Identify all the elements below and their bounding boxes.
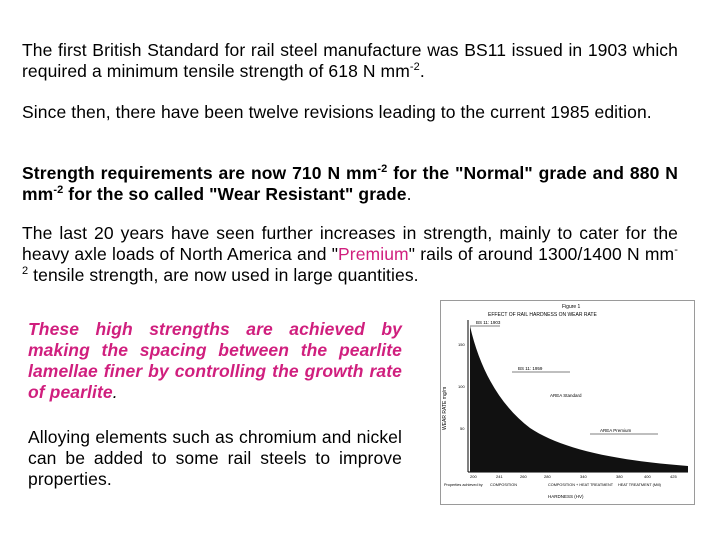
bottom-label: COMPOSITION — [490, 483, 518, 487]
paragraph-revisions — [22, 102, 678, 123]
p1-text: The first British Standard for rail steel manufacture was BS11 issued in 1903 which required a minimum tensile strength of 618 N mm — [22, 40, 678, 81]
p4-text-a: The last 20 years have seen further increases in strength, mainly to cater for the heavy axle loads of North America and " — [22, 223, 678, 264]
p3-exponent-2: -2 — [53, 184, 64, 196]
p1-tail: . — [419, 61, 425, 81]
x-tick: 241 — [496, 474, 503, 479]
x-tick: 340 — [580, 474, 587, 479]
bottom-labels — [444, 483, 662, 487]
wear-rate-figure — [440, 300, 695, 505]
p2-text: Since then, there have been twelve revisions leading to the current 1985 edition. — [22, 102, 652, 122]
x-tick: 400 — [644, 474, 651, 479]
figure-title: EFFECT OF RAIL HARDNESS ON WEAR RATE — [488, 312, 597, 318]
y-tick-50: 50 — [460, 426, 465, 431]
bottom-label: COMPOSITION + HEAT TREATMENT — [548, 483, 614, 487]
x-tick: 200 — [470, 474, 477, 479]
p6-text: Alloying elements such as chromium and nickel can be added to some rail steels to improve properties. — [28, 427, 402, 489]
x-tick: 380 — [616, 474, 623, 479]
figure-label: Figure 1 — [562, 304, 581, 310]
svg-text:BS 11: 1903: BS 11: 1903 — [476, 320, 501, 325]
p5-tail: . — [112, 382, 118, 402]
figure-xlabel: HARDNESS (HV) — [548, 494, 584, 499]
paragraph-bs11-history — [22, 40, 678, 82]
y-tick-150: 150 — [458, 342, 465, 347]
figure-ylabel: WEAR RATE mg/m — [442, 386, 448, 430]
premium-highlight: Premium — [338, 244, 409, 264]
svg-text:AREA Premium: AREA Premium — [600, 428, 632, 433]
p3-text-a: Strength requirements are now 710 N mm — [22, 163, 378, 183]
p3-text-b: for the "Normal" grade and 880 N mm — [22, 163, 678, 204]
y-tick-100: 100 — [458, 384, 465, 389]
p4-text-b: " rails of around 1300/1400 N mm — [408, 244, 675, 264]
x-tick: 425 — [670, 474, 677, 479]
bottom-label: Properties achieved by — [444, 483, 483, 487]
annotation-area-standard — [550, 393, 582, 398]
p1-exponent: -2 — [409, 61, 420, 73]
x-tick: 260 — [520, 474, 527, 479]
p3-exponent-1: -2 — [377, 163, 388, 175]
p4-text-c: tensile strength, are now used in large quantities. — [28, 265, 419, 285]
bottom-label: HEAT TREATMENT (Mill) — [618, 483, 661, 487]
svg-text:AREA Standard: AREA Standard — [550, 393, 582, 398]
paragraph-recent-increases — [22, 223, 678, 286]
svg-text:BS 11: 1959: BS 11: 1959 — [518, 366, 543, 371]
paragraph-alloying — [28, 427, 402, 490]
p3-tail: . — [406, 184, 412, 204]
p4-exponent: -2 — [22, 244, 678, 277]
p3-text-c: for the so called "Wear Resistant" grade — [63, 184, 407, 204]
paragraph-strength-requirements — [22, 163, 678, 205]
x-tick: 280 — [544, 474, 551, 479]
paragraph-pearlite — [28, 319, 402, 403]
p5-text: These high strengths are achieved by making the spacing between the pearlite lamellae finer by controlling the growth rate of pearlite — [28, 319, 402, 402]
